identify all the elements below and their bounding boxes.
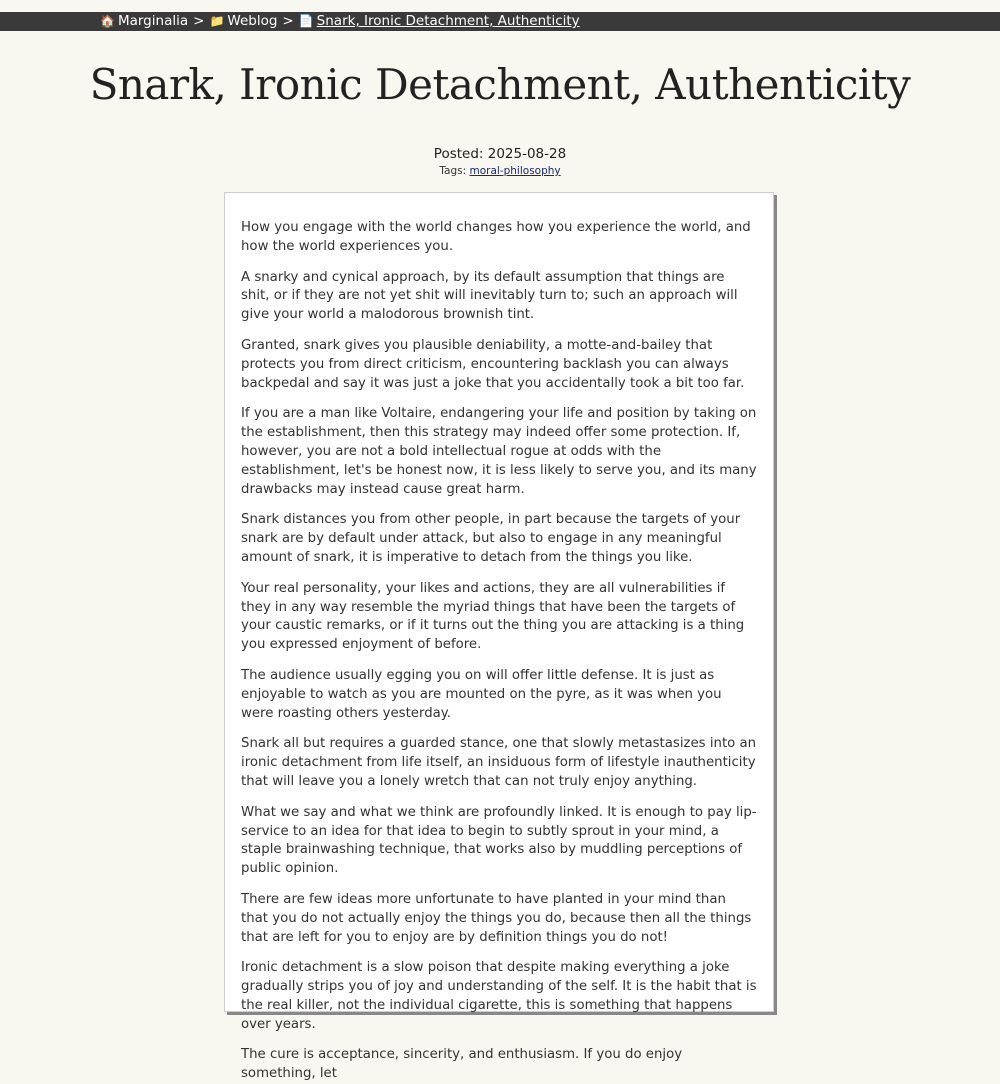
article-body	[224, 192, 774, 1082]
breadcrumb-weblog-link[interactable]	[209, 13, 277, 29]
folder-icon: 📁	[209, 14, 225, 28]
tags-line	[0, 164, 1000, 178]
article-paragraph: The cure is acceptance, sincerity, and enthusiasm. If you do enjoy something, let	[241, 1047, 683, 1082]
article-paragraph: The audience usually egging you on will offer little defense. It is just as enjoyable to watch as you are mounted on the pyre, as it was when you were roasting others yesterday.	[241, 667, 722, 721]
breadcrumb-home-label: Marginalia	[117, 13, 189, 29]
article-paragraph: Snark all but requires a guarded stance, one that slowly metastasizes into an ironic detachment from life itself, an insiduous form of lifestyle inauthenticity that will leave you a lonely wretch that can not truly enjoy anything.	[241, 736, 757, 789]
house-icon: 🏠	[100, 14, 115, 28]
document-icon: 📄	[298, 14, 314, 28]
tags-label: Tags:	[439, 165, 467, 177]
article-paragraph: Granted, snark gives you plausible deniability, a motte-and-bailey that protects you from direct criticism, encountering backlash you can always backpedal and say it was just a joke that you accidentally took a bit too far.	[241, 337, 745, 391]
top-nav-bar	[0, 12, 1000, 31]
breadcrumb-separator: >	[282, 13, 294, 29]
posted-date: Posted: 2025-08-28	[433, 146, 567, 162]
page-title: Snark, Ironic Detachment, Authenticity	[89, 60, 911, 109]
article-paragraph: If you are a man like Voltaire, endangering your life and position by taking on the establishment, then this strategy may indeed offer some protection. If, however, you are not a bold intellectual rogue at odds with the establishment, let's be honest now, it is less likely to serve you, and its many drawbacks may instead cause great harm.	[241, 406, 757, 497]
breadcrumb-current-link[interactable]: Snark, Ironic Detachment, Authenticity	[316, 13, 580, 29]
breadcrumb-separator: >	[193, 13, 205, 29]
post-meta	[0, 145, 1000, 178]
breadcrumb-home-link[interactable]	[100, 13, 188, 29]
breadcrumb	[100, 12, 580, 31]
article-paragraph: A snarky and cynical approach, by its default assumption that things are shit, or if they are not yet shit will inevitably turn to; such an approach will give your world a malodorous brownish tint.	[241, 269, 738, 323]
article-paragraph: How you engage with the world changes how you experience the world, and how the world experiences you.	[241, 220, 751, 254]
tag-link-moral-philosophy[interactable]: moral-philosophy	[469, 165, 561, 177]
breadcrumb-weblog-label: Weblog	[227, 13, 278, 29]
article-paragraph: What we say and what we think are profoundly linked. It is enough to pay lip-service to an idea for that idea to begin to subtly sprout in your mind, a staple brainwashing technique, that works also by muddling perceptions of public opinion.	[241, 804, 757, 877]
article-paragraph: There are few ideas more unfortunate to have planted in your mind than that you do not actually enjoy the things you do, because then all the things that are left for you to enjoy are by definition things you do not!	[241, 891, 752, 945]
article-paragraph: Snark distances you from other people, in part because the targets of your snark are by default under attack, but also to engage in any meaningful amount of snark, it is imperative to detach from the things you like.	[241, 512, 741, 565]
article-paragraph: Ironic detachment is a slow poison that despite making everything a joke gradually strips you of joy and understanding of the self. It is the habit that is the real killer, not the individual cigarette, this is something that happens over years.	[241, 960, 757, 1032]
article-paragraph: Your real personality, your likes and actions, they are all vulnerabilities if they in any way resemble the myriad things that have been the targets of your caustic remarks, or if it turns out the thing you are attacking is a thing you expressed enjoyment of before.	[241, 580, 745, 653]
